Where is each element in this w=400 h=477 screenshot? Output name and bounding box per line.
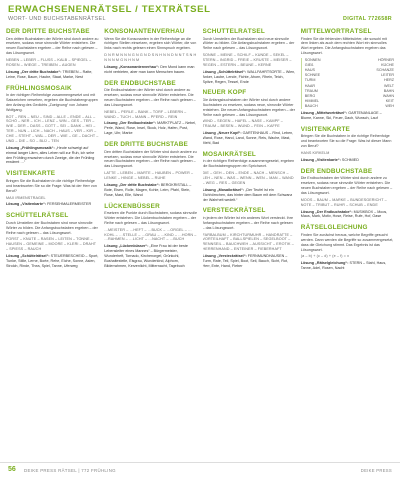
solution-label: Lösung „Mittelworträtsel“: bbox=[300, 111, 348, 116]
solution-label: Lösung „Lückenbüsser“: bbox=[104, 244, 149, 249]
puzzle-title: MITTELWORTRÄTSEL bbox=[300, 28, 372, 35]
grid-right-word: WELT bbox=[384, 83, 394, 88]
puzzle-solution bbox=[104, 244, 197, 268]
puzzle-content: FORST – KNUTE – RASEN – LEITEN – TONNE – HAUSEN – GEMEINE – MOORE – KLERI – DRAHT – SPIESS – RAUCH bbox=[6, 237, 96, 252]
puzzle-solution bbox=[301, 158, 394, 163]
puzzle-solution bbox=[203, 188, 296, 203]
puzzle-title: NEUER KOPF bbox=[202, 89, 247, 97]
puzzle-column bbox=[203, 28, 296, 460]
grid-left-word: HAAR bbox=[304, 83, 315, 88]
solution-label: Lösung „Neuer Kopf“: bbox=[202, 131, 242, 136]
puzzle-section bbox=[104, 28, 197, 75]
puzzle-title: DER ENDBUCHSTABE bbox=[104, 79, 176, 87]
puzzle-section bbox=[203, 151, 296, 203]
puzzle-title: DER ENDBUCHSTABE bbox=[300, 167, 373, 175]
grid-right-word: WEH bbox=[385, 104, 394, 109]
puzzle-solution bbox=[203, 131, 296, 146]
puzzle-instructions: In der richtigen Reihenfolge zusammengesetzt und mit Satzzeichen versehen, ergeben die Buchstabengruppen den Anfang des Gedichts „Zueignung“ von Johann Wolfgang. bbox=[6, 93, 98, 112]
puzzle-instructions: Die Anfangsbuchstaben der Wörter sind durch andere Buchstaben zu ersetzen, sodass neue, sinnvolle Wörter entstehen. Die neuen Anfangsbuchstaben ergeben – der Reihe nach gelesen – das Lösungswort. bbox=[202, 97, 295, 117]
puzzle-section bbox=[203, 207, 296, 268]
solution-text: „Heute schweigt auf einmal langer Lärm, alles Leben will zur Ruh, ich sehe den Frühling erwachen durch Zweige, die der Frühling erwärmt …“ bbox=[6, 145, 95, 165]
page-number: 56 bbox=[8, 466, 16, 473]
solution-label: Lösung „Der Endbuchstabe“: bbox=[300, 209, 353, 214]
puzzle-title: KONSONANTENVERHAU bbox=[104, 28, 185, 35]
puzzle-content: (a – b) + (c – d) + (e – f) = x bbox=[300, 254, 350, 259]
solution-text: MUSIKBOX – Moos, Maus, Mark, Motiv, Hose, Reise, Rufe, Hof, Oase bbox=[300, 209, 388, 219]
puzzle-title: VISITENKARTE bbox=[300, 125, 351, 133]
puzzle-section bbox=[301, 28, 394, 121]
grid-right-word: HÖRNER bbox=[378, 58, 394, 63]
solution-label: Lösung „Frühlingsmosaik“: bbox=[6, 145, 55, 150]
solution-text: FERSEHMALERMEISTER bbox=[47, 202, 92, 207]
puzzle-instructions: Finden Sie die fehlenden Mittelwörter, die sowohl mit dem linken als auch dem rechten Wort ein sinnvolles Wort ergeben. Die Anfangsbuchstaben ergeben das Lösungswort. bbox=[300, 36, 387, 56]
page-footer bbox=[0, 462, 400, 477]
puzzle-column bbox=[301, 28, 394, 460]
puzzle-section bbox=[301, 168, 394, 220]
puzzle-content: DIE – GEH – DEN – ENDE – NACH – MENSCH – LEH – NEN – WAS – WENN – WEN – MAN – WAND – WEG – RES – GEGEN bbox=[202, 171, 294, 185]
puzzle-solution bbox=[6, 146, 99, 166]
grid-right-word: BAHN bbox=[383, 88, 394, 93]
solution-text: MARKTPLATZ – Nebel, Perle, Wand, Rose, Insel, Stock, Holz, Hafen, Post, Lage, Uhr, Marke bbox=[104, 121, 196, 136]
puzzle-content: MAX IRMENSTRAGEL bbox=[6, 195, 46, 200]
solution-label: Lösung „Schüttelrätsel“: bbox=[202, 69, 247, 74]
puzzle-title: VISITENKARTE bbox=[6, 170, 56, 178]
solution-text: GARTENANLAGE – Blume, Kanne, Ski, Feuer, Dach, Wunsch, Lauf bbox=[300, 111, 382, 121]
solution-text: GARTENHAUS – Rind, Leben, Wand, Rose, Hand, Land, Sonne, Reis, Wache, Mast, Mehl, Bad bbox=[202, 131, 294, 145]
puzzle-title: DER DRITTE BUCHSTABE bbox=[6, 28, 90, 35]
puzzle-solution bbox=[6, 254, 99, 269]
solution-label: Lösung „Mosaikrätsel“: bbox=[202, 187, 245, 192]
puzzle-solution bbox=[301, 261, 394, 271]
puzzle-content: …MEISTER – …HEFT – …BUCK – …ORGEL – …KOHL – …STELLE – …GRAU – …KIND – …HORN – …RAHMEN – …LICHT – …NACHT – …BUCH bbox=[104, 227, 197, 242]
solution-text: „Der Teufel ist ein Eichhörnchen, das hinter dem Baum mit dem Schwanz der Wahrheit wedelt.“ bbox=[202, 187, 293, 202]
puzzle-title: DER DRITTE BUCHSTABE bbox=[104, 141, 189, 149]
puzzle-column bbox=[6, 28, 99, 460]
grid-right-word: KÜCHE bbox=[381, 63, 394, 68]
solution-text: SCHMIED bbox=[341, 157, 359, 162]
puzzle-content: NEBEN – LEBER – FLUSS – KALB – SPIEGEL – ROSEN – WIEGE – TREIBEN – AUGEN bbox=[6, 58, 92, 67]
magazine-name: DEIKE PRESS RÄTSEL | 772 FRÜHLING bbox=[24, 468, 116, 473]
grid-left-word: HAUS bbox=[304, 68, 315, 73]
puzzle-instructions: Bringen Sie die Buchstaben in die richtige Reihenfolge und beantworten Sie so die Frage: Was ist der Herr von Beruf? bbox=[6, 178, 97, 193]
grid-left-word: HIMMEL bbox=[304, 98, 320, 103]
solution-text: TRIEBEN – Ratte, Leine, Rose, Baum, Haube, Staat, Marke, Nest bbox=[6, 69, 93, 79]
grid-left-word: TRAUM bbox=[304, 88, 318, 93]
puzzle-section bbox=[6, 212, 99, 268]
puzzle-section bbox=[203, 28, 296, 84]
puzzle-solution bbox=[104, 121, 197, 136]
puzzle-solution bbox=[104, 183, 197, 198]
puzzle-title: VERSTECKRÄTSEL bbox=[202, 207, 266, 215]
puzzle-solution bbox=[203, 70, 296, 85]
puzzle-title: LÜCKENBÜSSER bbox=[104, 202, 160, 210]
header-code: DIGITAL 772658R bbox=[343, 16, 392, 22]
puzzle-instructions: In der richtigen Reihenfolge zusammengesetzt, ergeben die Buchstabengruppen ein Sprichwort. bbox=[202, 159, 295, 169]
solution-label: Lösung „Der dritte Buchstabe“: bbox=[6, 69, 62, 74]
puzzle-content: SONNE – MEINE – SCHILF – KUNDE – SEKEL – STERN – INGRID – FREIE – KRUSTE – MEISER – REGEN – ESTERN – BEUNE – KERNE bbox=[202, 53, 292, 67]
puzzle-solution bbox=[104, 65, 197, 75]
puzzle-instructions: Die Endbuchstaben der Wörter sind durch andere zu ersetzen, sodass neue sinnvolle Wörter entstehen. Die neuen Buchstaben ergeben – der Reihe nach gelesen – das Lösungswort. bbox=[300, 176, 393, 195]
solution-text: BERGKRISTALL – Bote, Eisen, Rolle, Magen, Kohle, Leim, Pfahl, Stein, Rose, Mast, Elle, Wand bbox=[104, 182, 192, 197]
solution-label: Lösung „Versteckrätsel“: bbox=[202, 254, 247, 259]
puzzle-section bbox=[6, 28, 99, 80]
puzzle-content: LATTE – LEBEN – MARTE – HAUBEN – POWER – LENKE – HINGE – NEBEL – RUHE bbox=[104, 171, 194, 181]
puzzle-solution bbox=[203, 254, 296, 269]
puzzle-column bbox=[104, 28, 197, 460]
puzzle-solution bbox=[6, 202, 99, 207]
solution-text: „Eine Frau ist der beste Lebensleiter eines Mannes“ – Bürgermeister, Wunderheft, Tornado, Kirchenorgel, Grünkohl, Bushaltestelle, Eisgrau, Wunderkind, Alphorn, Bilderrahmen, Kerzenlicht, Mitternacht, Tagebuch bbox=[104, 244, 188, 268]
puzzle-content: BOT – REN – NEU – SIND – ALLE – ENDE – ALL – SCHÖ – NER – ICH – LENZ – WIN – GES – TER – WIE – DER – DASS – GOTT – SEI – DANK – HEI – TER – NUN – LICH – NACH – HAUS – VER – KIR – CHE – STEHT – WÄL – DER – WIE – GE – DACHT – UND – DIE – SO – BLÜ – TEN bbox=[6, 114, 99, 143]
puzzle-title: MOSAIKRÄTSEL bbox=[202, 150, 257, 158]
puzzle-instructions: Die Endbuchstaben der Wörter sind durch andere zu ersetzen, sodass neue sinnvolle Wörter entstehen. Die neuen Buchstaben ergeben – der Reihe nach gelesen – das Lösungswort. bbox=[104, 88, 196, 107]
grid-right-word: SCHANZE bbox=[376, 68, 394, 73]
solution-label: Lösung „Visitenkarte“: bbox=[300, 157, 341, 162]
puzzle-content: D N R M N N N G N G N D S N H N N D N N T S N H N N N M G N H N M bbox=[104, 53, 197, 63]
puzzle-title: FRÜHLINGSMOSAIK bbox=[6, 84, 72, 92]
puzzle-instructions: Durch Umstellen der Buchstaben sind neue sinnvolle Wörter zu bilden. Die Anfangsbuchstaben ergeben – der Reihe nach gelesen – das Lösungswort. bbox=[6, 220, 98, 235]
puzzle-section bbox=[6, 170, 99, 207]
puzzle-instructions: Den dritten Buchstaben der Wörter sind durch andere zu ersetzen, sodass neue sinnvolle Wörter entstehen. Die neuen Buchstaben ergeben – der Reihe nach gelesen – das Lösungswort. bbox=[6, 36, 99, 56]
puzzle-columns bbox=[6, 28, 394, 460]
grid-left-word: GIEß bbox=[304, 63, 314, 68]
solution-text: STERN – Stahl, Haus, Tanne, Adel, Rosen, Nacht bbox=[300, 261, 387, 271]
puzzle-instructions: Wenn Sie die Konsonanten in der Reihenfolge an die richtigen Stellen einsetzen, ergeben sich Wörter, die von links nach rechts gelesen einen Sinnspruch ergeben. bbox=[104, 36, 197, 51]
solution-label: Lösung „Der Endbuchstabe“: bbox=[104, 121, 157, 126]
puzzle-instructions: Durch Umstellen der Buchstaben sind neue sinnvolle Wörter zu bilden. Die Anfangsbuchstaben ergeben – der Reihe nach gelesen – das Lösungswort. bbox=[202, 36, 295, 51]
puzzle-content: NEBEL – PERLE – BANK – TORF – LEBERN – WAND – TUCH – MANN – PFERD – REIN bbox=[104, 109, 187, 119]
puzzle-solution bbox=[301, 210, 394, 220]
solution-text: STEUERBESCHEID – Sport, Tunke, Stille, Lerne, Borte, Rehe, Eiche, Sonne, Asien, Strolch, Rinde, Thea, Spiel, Tanne, Uferweg bbox=[6, 254, 99, 268]
solution-text: WALLFAHRTSORTE – Wien, Anker, Laube, Lende, Fichte, Ahorn, Rhein, Teich, Spitze, Regen, Tessel, Ende bbox=[202, 69, 296, 84]
solution-label: Lösung „Visitenkarte“: bbox=[6, 202, 47, 207]
solution-label: Lösung „Schüttelrätsel“: bbox=[6, 254, 50, 259]
puzzle-section bbox=[104, 141, 197, 197]
grid-right-word: WAHN bbox=[382, 93, 394, 98]
puzzle-grid bbox=[301, 58, 394, 109]
puzzle-content: HANS KIRKELM bbox=[300, 151, 330, 156]
grid-right-word: KEIT bbox=[385, 98, 394, 103]
grid-left-word: SONNEN bbox=[304, 58, 321, 63]
puzzle-instructions: Ersetzen die Punkte durch Buchstaben, sodass sinnvolle Wörter entstehen. Die Lückenbuchstaben ergeben – der Reihe nach gelesen – das Lösungswort. bbox=[104, 211, 198, 225]
puzzle-content: MOOS – BAUM – MARKE – BUNDESGERICHT – NOTE – TRIBUT – RUHR – SCHUB – ENDE bbox=[300, 197, 387, 207]
puzzle-section bbox=[104, 203, 197, 269]
publisher-name: DEIKE PRESS bbox=[360, 468, 392, 473]
solution-text: Den Mond kann man nicht verbieten, aber man kann Menschen bauen. bbox=[104, 64, 195, 74]
puzzle-section bbox=[104, 80, 197, 136]
puzzle-section bbox=[301, 224, 394, 271]
puzzle-solution bbox=[6, 70, 99, 80]
grid-right-word: LEITER bbox=[381, 73, 394, 78]
grid-left-word: TURM bbox=[304, 78, 316, 83]
puzzle-instructions: In jedem der Wörter ist ein anderes Wort versteckt. Ihre Anfangsbuchstaben ergeben – der Reihe nach gelesen – das Lösungswort. bbox=[202, 215, 294, 230]
puzzle-instructions: Finden Sie zunächst heraus, welche Begriffe gesucht werden. Dann werden die Begriffe so zusammengesetzt, dass die Gleichung stimmt. Das Ergebnis ist das Lösungswort. bbox=[300, 232, 394, 252]
solution-label: Lösung „Konsonantenverhau“: bbox=[104, 64, 160, 69]
puzzle-solution bbox=[301, 111, 394, 121]
grid-row bbox=[305, 104, 394, 109]
solution-label: Lösung „Rätselgleichung“: bbox=[300, 261, 349, 266]
grid-left-word: BERG bbox=[304, 93, 316, 98]
solution-text: FERNMUNDHAUSEN – Turm, Rate, Teil, Spiel, Boot, Seil, Bauch, Sicht, Rot, Herr, Ente, Hand, Fieber bbox=[202, 254, 288, 268]
solution-label: Lösung „Der dritte Buchstabe“: bbox=[104, 182, 160, 187]
page-header bbox=[0, 0, 400, 26]
grid-left-word: BAUCH bbox=[304, 104, 318, 109]
grid-left-word: SCHNEE bbox=[304, 73, 321, 78]
puzzle-content: FARBALBUM – KIRCHTURMUHR – HANDRATTE – VORTEILHAFT – BALLSPIELEN – SEGELBOOT – RENNSEIL – BAUCHWEH – AUSSICHT – EROTIK – HERRENHAND – ENTEINER – FIEBERHAFT bbox=[202, 232, 294, 252]
puzzle-section bbox=[203, 89, 296, 145]
puzzle-title: SCHÜTTELRÄTSEL bbox=[6, 212, 69, 220]
puzzle-section bbox=[301, 126, 394, 163]
puzzle-section bbox=[6, 85, 99, 166]
puzzle-instructions: Bringen Sie die Buchstaben in die richtige Reihenfolge und beantworten Sie so die Frage: Was ist dieser Mann von Beruf? bbox=[300, 134, 392, 149]
page-subtitle: WORT- UND BUCHSTABENRÄTSEL bbox=[8, 16, 106, 22]
puzzle-title: SCHÜTTELRÄTSEL bbox=[202, 28, 265, 35]
puzzle-content: WIND – SEGEN – HAFEL – NASE – KAMPF – TRAUM – BESEN – WUND – FEIN – KAFFE bbox=[202, 119, 283, 129]
page-title: ERWACHSENENRÄTSEL / TEXTRÄTSEL bbox=[8, 4, 211, 15]
puzzle-title: RÄTSELGLEICHUNG bbox=[300, 224, 368, 232]
puzzle-instructions: Den dritten Buchstaben der Wörter sind durch andere zu ersetzen, sodass neue sinnvolle Wörter entstehen. Die neuen Buchstaben ergeben – der Reihe nach gelesen – das Lösungswort. bbox=[104, 149, 197, 169]
grid-right-word: HERZ bbox=[383, 78, 394, 83]
